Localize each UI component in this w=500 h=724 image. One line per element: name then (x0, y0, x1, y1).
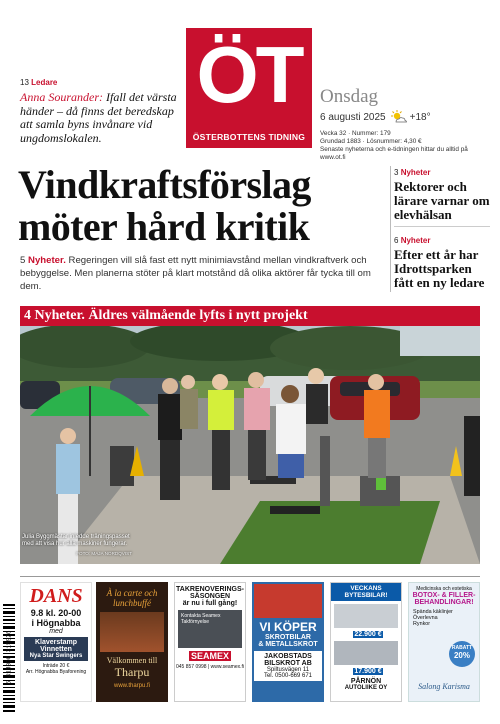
lead-body-text: Regeringen vill slå fast ett nytt minimiavstånd mellan vindkraftverk och bebyggelse. Men planerna stöter på klart motstånd då olika aktörer får tycka till om dem. (20, 255, 371, 292)
opinion-teaser-text (20, 91, 180, 145)
issue-meta-line: Vecka 32 · Nummer: 179 (320, 130, 391, 137)
ad-seamex-title: TAKRENOVERINGS- (176, 586, 244, 593)
lead-section-name: Nyheter. (28, 255, 66, 266)
temperature: +18° (409, 111, 431, 123)
opinion-author: Anna Sourander: (20, 90, 103, 104)
ad-seamex-title: är nu i full gång! (182, 600, 238, 607)
logo-letters: ÖT (196, 30, 302, 119)
ad-tharpu-url: www.tharpu.fi (113, 683, 150, 689)
photo-caption (22, 534, 132, 557)
side-story[interactable] (394, 236, 490, 290)
barcode-number: 6 418000 315926 (5, 630, 13, 685)
ad-bilskrot-headline: & METALLSKROT (258, 641, 318, 648)
ad-karisma-discount-badge (449, 641, 475, 667)
side-story-headline: Efter ett år har Idrottsparken fått en ny ledare (394, 247, 485, 290)
ad-bilskrot-address: Spiltusvägen 11 (266, 667, 310, 673)
lead-section-number: 5 (20, 255, 26, 266)
side-story-section (394, 168, 490, 177)
ad-dance-time: 9.8 kl. 20-00 (30, 608, 82, 618)
column-divider (390, 166, 391, 292)
ad-karisma-title: BEHANDLINGAR! (414, 599, 474, 606)
lead-body (20, 254, 386, 293)
newspaper-logo[interactable] (186, 28, 312, 148)
side-story-section-number: 3 (394, 168, 399, 177)
ad-dance-band: Vinnetten (40, 646, 72, 653)
ad-bilskrot-phone: Tel. 0500-669 671 (263, 673, 313, 679)
opinion-section-line (20, 78, 180, 87)
barcode (3, 604, 15, 714)
date-text: 6 augusti 2025 (320, 111, 386, 123)
ad-dance-with: med (49, 628, 63, 635)
ad-bilskrot[interactable] (252, 582, 324, 702)
ad-bilskrot-contact (254, 651, 322, 681)
ad-parnon-header: VECKANS BYTESBILAR! (331, 583, 401, 601)
ad-parnon-dealer: PÅRNÖN (350, 678, 382, 685)
weekday: Onsdag (320, 86, 379, 107)
side-story-section-number: 6 (394, 236, 399, 245)
side-story-section (394, 236, 490, 245)
ad-parnon-price: 22.900 € (354, 631, 382, 638)
ad-bilskrot-image (254, 584, 322, 618)
side-story-section-name: Nyheter (400, 168, 431, 177)
ad-seamex[interactable] (174, 582, 246, 702)
ad-seamex-title: SÄSONGEN (189, 593, 231, 600)
ad-dance[interactable] (20, 582, 92, 702)
sun-cloud-icon (389, 110, 407, 124)
opinion-teaser[interactable] (20, 78, 180, 145)
photo-story-headline: Nyheter. Äldres välmående lyfts i nytt projekt (34, 308, 308, 323)
ad-bilskrot-company: BILSKROT AB (264, 660, 312, 667)
ad-karisma[interactable] (408, 582, 480, 702)
ad-bilskrot-headline: VI KÖPER (259, 620, 317, 634)
ad-seamex-bullet: Takförnyelse (181, 619, 210, 625)
photo-story-image[interactable] (20, 326, 480, 564)
ad-dance-footer: Arr. Högnabba Byaforening (25, 669, 87, 675)
ad-tharpu-name: Tharpu (114, 665, 150, 679)
ad-karisma-item: Rynkor (413, 621, 431, 627)
side-story[interactable] (394, 168, 490, 222)
ad-karisma-brand: Salong Karisma (418, 682, 470, 691)
photo-story-section-number: 4 (24, 308, 31, 323)
issue-meta (320, 130, 490, 162)
ad-tharpu-title: À la carte och (106, 588, 158, 598)
opinion-teaser-body: Ifall det värsta händer – då finns det beredskap att samla byns invånare vid ungdomslokalen. (20, 90, 177, 145)
photo-story-headline-bar[interactable] (20, 306, 480, 326)
ad-dance-footer: Inträde 20 € (42, 663, 70, 669)
ad-karisma-title: Medicinska och estetiska (416, 586, 472, 592)
logo-name: ÖSTERBOTTENS TIDNING (192, 132, 306, 142)
ad-parnon-dealer: AUTOLIIKE OY (344, 685, 388, 691)
side-story-headline: Rektorer och lärare varnar om elevhälsan (394, 179, 490, 222)
ad-parnon-car-image (334, 641, 398, 665)
ad-parnon-car-image (334, 604, 398, 628)
ad-seamex-brand: SEAMEX (190, 651, 229, 661)
ads-divider (20, 576, 480, 577)
ad-karisma-item: Överlevna (413, 615, 438, 621)
date-block (320, 86, 490, 162)
ad-dance-title: DANS (29, 585, 83, 607)
opinion-section-name: Ledare (31, 78, 58, 87)
ad-dance-band: Nya Star Swingers (29, 653, 83, 659)
side-story-section-name: Nyheter (400, 236, 431, 245)
ad-tharpu-title: lunchbuffé (113, 598, 151, 608)
ad-tharpu[interactable] (96, 582, 168, 702)
lead-headline[interactable]: Vindkraftsförslag möter hård kritik (18, 162, 311, 249)
ad-karisma-discount-label: RABATT (451, 645, 473, 651)
ad-seamex-phone: 045 857 0998 | www.seamex.fi (175, 664, 244, 670)
side-divider (394, 226, 490, 227)
ad-parnon[interactable] (330, 582, 402, 702)
ad-seamex-image (178, 610, 242, 648)
ad-bilskrot-company: JAKOBSTADS (264, 653, 312, 660)
ad-parnon-price: 17.900 € (354, 668, 382, 675)
ad-dance-band: Klaverstamp (34, 639, 78, 646)
ad-dance-place: i Högnabba (31, 618, 81, 628)
ad-tharpu-food-image (100, 612, 164, 652)
issue-meta-line: Grundad 1883 · Lösnummer: 4,30 € (320, 138, 422, 145)
ad-dance-bands (24, 637, 88, 661)
ad-karisma-discount-value: 20% (453, 651, 470, 660)
ad-bilskrot-headline: SKROTBILAR (265, 634, 311, 641)
date-weather-row (320, 110, 490, 124)
photo-credit: FOTO: MAJA NORDQVIST (76, 550, 132, 556)
ad-tharpu-welcome: Välkommen till (106, 656, 158, 665)
photo-caption-text: Julia Byggmästar inledde träningspasset med att visa hur alla maskiner fungerar. (22, 534, 130, 548)
opinion-section-number: 13 (20, 78, 29, 87)
issue-meta-line: Senaste nyheterna och e-tidningen hittar du alltid på www.ot.fi (320, 146, 468, 161)
ad-karisma-title: BOTOX- & FILLER- (412, 592, 476, 599)
ad-karisma-item: Spända käklinjer (413, 609, 453, 615)
ad-karisma-list (409, 609, 479, 627)
ad-seamex-bullet: Kontakta Seamex (181, 613, 221, 619)
